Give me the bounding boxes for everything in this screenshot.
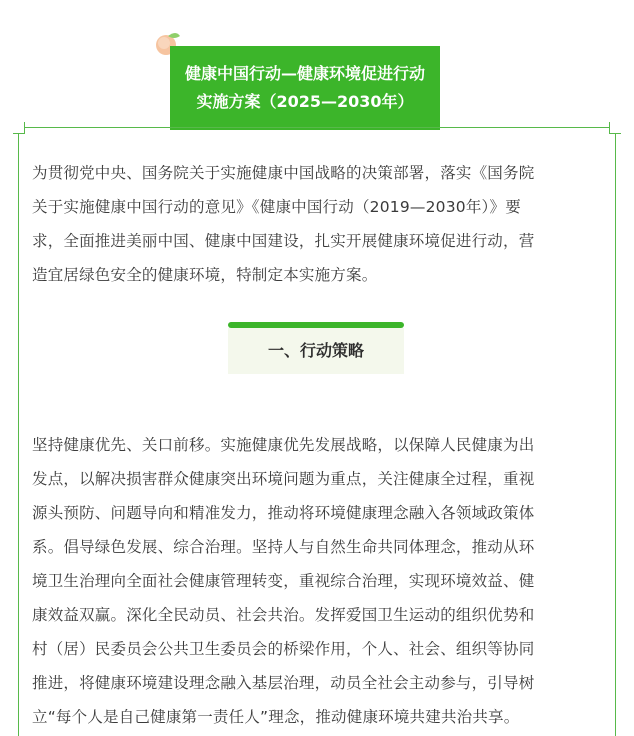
paragraph-line: 推进，将健康环境建设理念融入基层治理，动员全社会主动参与，引导树	[32, 674, 535, 692]
intro-line: 求，全面推进美丽中国、健康中国建设，扎实开展健康环境促进行动，营	[32, 232, 535, 250]
section-heading	[228, 322, 404, 374]
paragraph-line: 村（居）民委员会公共卫生委员会的桥梁作用，个人、社会、组织等协同	[32, 640, 535, 658]
paragraph-line: 立“每个人是自己健康第一责任人”理念，推动健康环境共建共治共享。	[32, 708, 520, 726]
intro-line: 关于实施健康中国行动的意见》《健康中国行动（2019—2030年）》要	[32, 198, 521, 216]
frame-corner-top-right	[609, 122, 621, 134]
intro-paragraph	[32, 156, 604, 292]
paragraph-line: 系。倡导绿色发展、综合治理。坚持人与自然生命共同体理念，推动从环	[32, 538, 535, 556]
title-line-2: 实施方案（2025—2030年）	[196, 92, 414, 111]
intro-line: 为贯彻党中央、国务院关于实施健康中国战略的决策部署，落实《国务院	[32, 164, 535, 182]
paragraph-line: 源头预防、问题导向和精准发力，推动将环境健康理念融入各领域政策体	[32, 504, 535, 522]
paragraph-line: 康效益双赢。深化全民动员、社会共治。发挥爱国卫生运动的组织优势和	[32, 606, 535, 624]
section-title: 一、行动策略	[228, 328, 404, 374]
document-title	[170, 46, 440, 130]
paragraph-line: 发点，以解决损害群众健康突出环境问题为重点，关注健康全过程，重视	[32, 470, 535, 488]
title-line-1: 健康中国行动—健康环境促进行动	[184, 64, 425, 83]
section-paragraph	[32, 428, 604, 734]
frame-corner-top-left	[13, 122, 25, 134]
paragraph-line: 坚持健康优先、关口前移。实施健康优先发展战略，以保障人民健康为出	[32, 436, 535, 454]
paragraph-line: 境卫生治理向全面社会健康管理转变，重视综合治理，实现环境效益、健	[32, 572, 535, 590]
title-block	[150, 24, 470, 111]
intro-line: 造宜居绿色安全的健康环境，特制定本实施方案。	[32, 266, 378, 284]
